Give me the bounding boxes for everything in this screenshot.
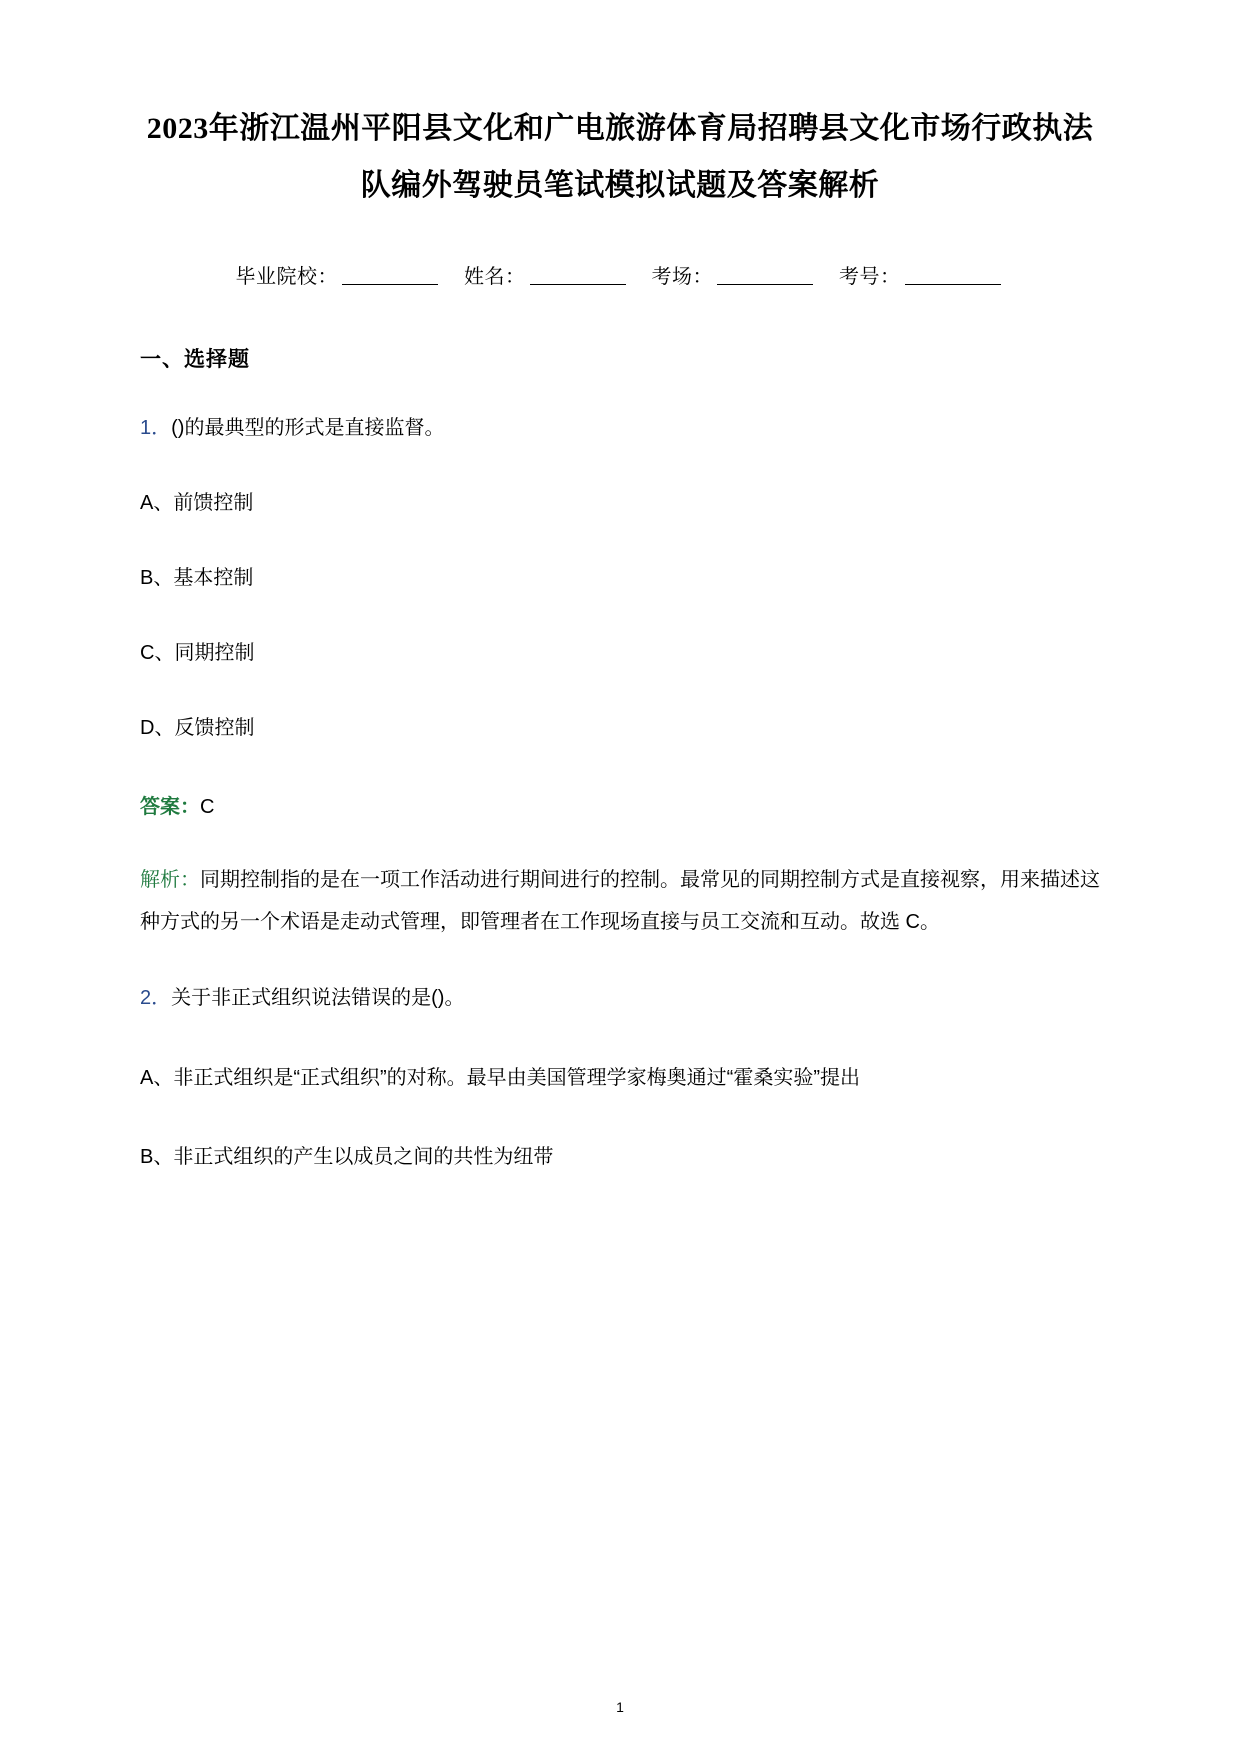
field-exam-room-blank[interactable] <box>717 284 813 285</box>
field-exam-room-label: 考场： <box>651 266 713 288</box>
answer-value: C <box>200 796 215 818</box>
question-1-number: 1． <box>140 417 172 439</box>
question-2 <box>140 981 1100 1175</box>
field-exam-number <box>839 266 1005 288</box>
field-name-blank[interactable] <box>530 284 626 285</box>
question-1-option-b[interactable]: B、基本控制 <box>140 567 254 589</box>
field-name <box>464 266 630 288</box>
field-exam-room <box>652 266 818 288</box>
question-1-option-a[interactable]: A、前馈控制 <box>140 492 254 514</box>
question-1-answer <box>140 790 1100 819</box>
question-1 <box>140 411 1100 943</box>
question-2-option-b[interactable]: B、非正式组织的产生以成员之间的共性为纽带 <box>140 1146 554 1168</box>
field-name-label: 姓名： <box>464 266 526 288</box>
question-2-stem <box>140 981 1100 1016</box>
field-exam-number-label: 考号： <box>839 266 901 288</box>
exam-info-line <box>140 260 1100 289</box>
page-number: 1 <box>616 1699 624 1715</box>
question-2-number: 2． <box>140 987 172 1009</box>
question-1-explanation <box>140 859 1100 943</box>
question-1-stem <box>140 411 1100 446</box>
question-1-text: ()的最典型的形式是直接监督。 <box>171 417 445 439</box>
section-heading: 一、选择题 <box>140 348 250 371</box>
question-1-option-d[interactable]: D、反馈控制 <box>140 717 255 739</box>
question-1-option-c[interactable]: C、同期控制 <box>140 642 255 664</box>
question-2-text: 关于非正式组织说法错误的是()。 <box>171 987 465 1009</box>
field-school-label: 毕业院校： <box>235 266 338 288</box>
page-title: 2023年浙江温州平阳县文化和广电旅游体育局招聘县文化市场行政执法队编外驾驶员笔试模拟试题及答案解析 <box>146 112 1094 202</box>
field-school <box>236 266 443 288</box>
field-exam-number-blank[interactable] <box>905 284 1001 285</box>
explanation-text: 同期控制指的是在一项工作活动进行期间进行的控制。最常见的同期控制方式是直接视察，用来描述这种方式的另一个术语是走动式管理，即管理者在工作现场直接与员工交流和互动。故选 C。 <box>140 869 1100 933</box>
explanation-label: 解析： <box>140 869 200 891</box>
question-2-option-a[interactable]: A、非正式组织是“正式组织”的对称。最早由美国管理学家梅奥通过“霍桑实验”提出 <box>140 1067 860 1089</box>
answer-label: 答案： <box>140 796 200 818</box>
field-school-blank[interactable] <box>342 284 438 285</box>
